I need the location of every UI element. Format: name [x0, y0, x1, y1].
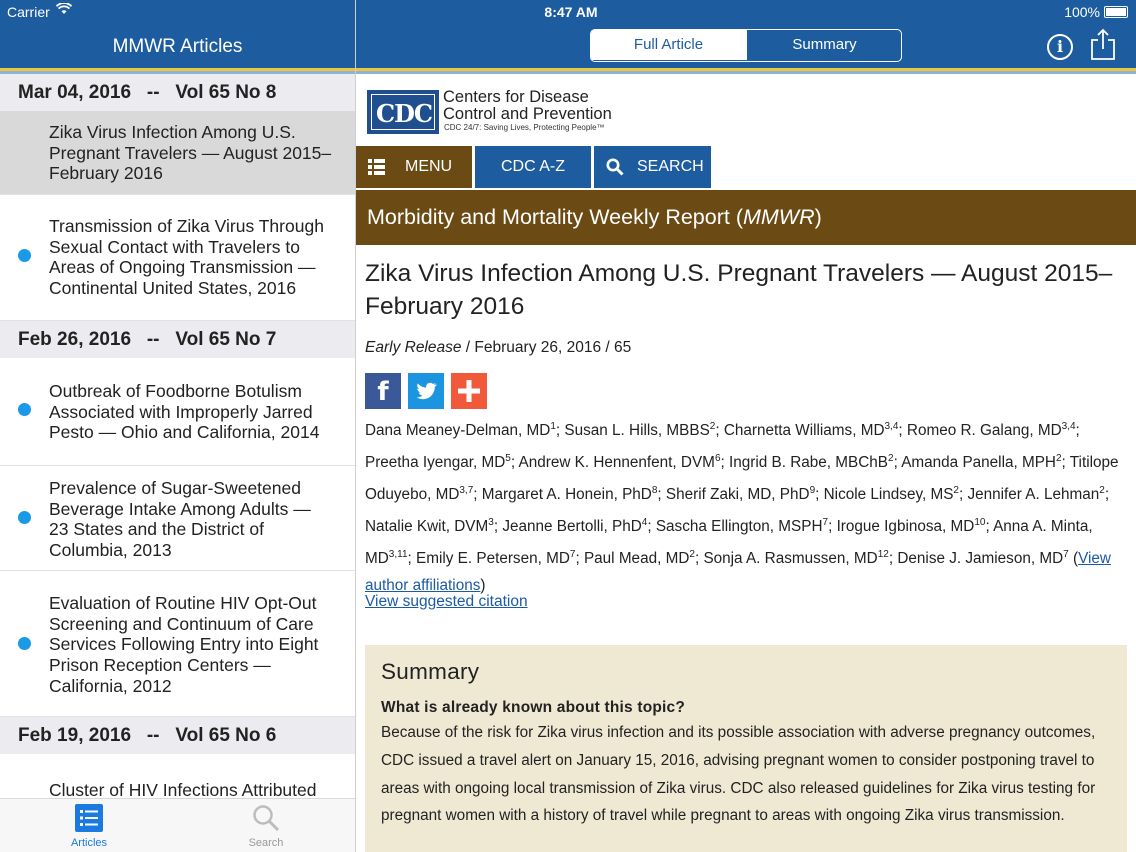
author-separator: ; — [510, 453, 519, 471]
banner-mmwr: MMWR — [742, 205, 815, 229]
hamburger-icon — [368, 159, 385, 175]
author-separator: ; — [694, 549, 704, 567]
article-title-line: Screening and Continuum of Care — [49, 613, 314, 634]
header-stripe — [356, 68, 1136, 74]
author-separator: ; — [958, 485, 968, 503]
author-affiliations-link[interactable]: View author affiliations — [365, 549, 1111, 595]
author-name: Preetha Iyengar, MD — [365, 453, 506, 471]
author-separator: ; — [1075, 422, 1080, 440]
articles-panel — [0, 0, 355, 852]
article-title-line: Columbia, 2013 — [49, 540, 172, 561]
article-title-line: Prison Reception Centers — — [49, 655, 271, 676]
author-name: Anna A. Minta, MD — [365, 517, 1093, 567]
summary-segment[interactable]: Summary — [746, 30, 902, 60]
author-affiliation-number: 8 — [651, 484, 658, 496]
article-title-line: Prevalence of Sugar-Sweetened — [49, 478, 301, 498]
author-affiliation-number: 7 — [1063, 548, 1069, 560]
author — [564, 422, 723, 439]
article-item[interactable] — [0, 111, 355, 195]
author-affiliation-number: 7 — [569, 548, 576, 560]
battery-label: 100% — [1064, 4, 1100, 20]
cdc-logo-frame — [371, 94, 435, 130]
author-affiliation-number: 2 — [1099, 484, 1105, 496]
summary-title: Summary — [381, 659, 480, 684]
mmwr-banner — [356, 190, 1136, 245]
author-separator: ; — [647, 517, 656, 535]
cdc-name — [443, 89, 612, 123]
article-title-line: Cluster of HIV Infections Attributed — [49, 780, 317, 798]
banner-close: ) — [814, 205, 822, 229]
author — [502, 518, 656, 535]
author-affiliation-number: 1 — [550, 421, 556, 432]
author-separator: ; — [575, 549, 584, 567]
article-title-line: Continental United States, 2016 — [49, 278, 297, 299]
article-title-line: Zika Virus Infection Among U.S. — [49, 122, 296, 142]
article-title-line: Pesto — Ohio and California, 2014 — [49, 422, 320, 443]
battery-icon — [1104, 6, 1128, 18]
right-header — [356, 0, 1136, 68]
author-affiliation-number: 3,7 — [459, 484, 474, 496]
article-title-line: Evaluation of Routine HIV Opt-Out — [49, 593, 317, 613]
tab-bar — [0, 798, 355, 852]
twitter-share-button[interactable] — [408, 373, 444, 409]
author-affiliation-number: 5 — [505, 452, 511, 464]
unread-dot — [18, 637, 31, 650]
author-affiliation-number: 3 — [488, 516, 494, 528]
author-separator: ; — [1061, 453, 1070, 471]
author — [365, 422, 564, 439]
search-label: SEARCH — [637, 158, 704, 175]
author-affiliation-number: 12 — [877, 548, 889, 560]
author — [824, 486, 968, 503]
battery-status — [1064, 4, 1128, 20]
carrier-label: Carrier — [7, 4, 50, 20]
author — [897, 550, 1078, 567]
article-title-line: Sexual Contact with Travelers to — [49, 236, 300, 257]
cdc-logo-text: CDC — [375, 99, 432, 128]
tab-search[interactable] — [216, 799, 316, 852]
more-share-button[interactable] — [451, 373, 487, 409]
facebook-icon: f — [377, 377, 389, 407]
release-info — [365, 339, 631, 357]
article-title-line: Pregnant Travelers — August 2015– — [49, 142, 332, 163]
author-name: Margaret A. Honein, PhD — [481, 485, 652, 503]
author-name: Jennifer A. Lehman — [967, 485, 1100, 503]
author-affiliation-number: 10 — [974, 516, 986, 528]
author-name: Amanda Panella, MPH — [901, 453, 1056, 471]
wifi-icon — [56, 3, 72, 18]
author-affiliation-number: 3,11 — [388, 548, 408, 560]
author-separator: ; — [985, 517, 994, 535]
tab-label: Search — [248, 837, 284, 849]
suggested-citation-link[interactable]: View suggested citation — [365, 593, 528, 610]
plus-icon — [458, 380, 480, 402]
summary-question: What is already known about this topic? — [381, 699, 686, 716]
author — [482, 486, 666, 503]
author-separator: ; — [898, 422, 907, 440]
unread-dot — [18, 511, 31, 524]
author-name: Irogue Igbinosa, MD — [836, 517, 975, 535]
author-separator: ; — [815, 485, 824, 503]
author-separator: ; — [473, 485, 482, 503]
author — [837, 518, 994, 535]
facebook-share-button[interactable] — [365, 373, 401, 409]
author-affiliation-number: 4 — [641, 516, 648, 528]
author-name: Sherif Zaki, MD, PhD — [665, 485, 810, 503]
author-separator: ( — [1068, 549, 1079, 567]
article-item[interactable] — [0, 466, 355, 571]
author — [416, 550, 584, 567]
author — [656, 518, 837, 535]
author-name: Romeo R. Galang, MD — [906, 422, 1062, 440]
author-separator: ; — [893, 453, 902, 471]
author-affiliation-number: 3,4 — [1061, 421, 1076, 432]
article-title-line: California, 2012 — [49, 675, 172, 696]
author-name: Ingrid B. Rabe, MBChB — [729, 453, 888, 471]
search-button[interactable] — [594, 146, 711, 188]
author — [729, 454, 901, 471]
panel-title: MMWR Articles — [112, 36, 243, 57]
release-label: Early Release — [365, 339, 462, 356]
author — [967, 486, 1109, 503]
article-list[interactable] — [0, 74, 355, 798]
author-separator: ; — [555, 422, 565, 440]
author-separator: ; — [715, 422, 724, 440]
menu-button[interactable] — [356, 146, 472, 188]
view-segmented-control — [590, 29, 902, 62]
affiliations-close: ) — [480, 577, 486, 595]
author-affiliation-number: 9 — [809, 484, 816, 496]
author — [365, 454, 519, 471]
author-name: Emily E. Petersen, MD — [416, 549, 570, 567]
article-item[interactable] — [0, 571, 355, 717]
author-name: Denise J. Jamieson, MD — [897, 549, 1064, 567]
cdc-logo[interactable] — [367, 90, 439, 134]
search-icon — [606, 158, 624, 176]
author-name: Nicole Lindsey, MS — [823, 485, 954, 503]
tab-articles[interactable] — [39, 799, 139, 852]
article-title-line: Outbreak of Foodborne Botulism — [49, 381, 302, 401]
article-title: Zika Virus Infection Among U.S. Pregnant Travelers — August 2015–February 2016 — [365, 260, 1113, 320]
info-icon[interactable]: i — [1047, 34, 1073, 60]
cdc-name-line: Control and Prevention — [443, 105, 612, 123]
issue-header: Feb 19, 2016 -- Vol 65 No 6 — [0, 717, 355, 754]
author — [901, 454, 1070, 471]
full-article-segment[interactable]: Full Article — [591, 30, 746, 60]
author-name: Susan L. Hills, MBBS — [564, 422, 710, 440]
article-item[interactable] — [0, 358, 355, 466]
author-affiliation-number: 2 — [1055, 452, 1062, 464]
share-icon[interactable] — [1090, 28, 1116, 60]
banner-text: Morbidity and Mortality Weekly Report ( — [367, 205, 743, 229]
author-separator: ; — [657, 485, 666, 503]
author-name: Dana Meaney-Delman, MD — [365, 422, 551, 440]
unread-dot — [18, 249, 31, 262]
author-separator: ; — [720, 453, 729, 471]
author — [584, 550, 703, 567]
left-header — [0, 0, 355, 68]
article-title-line: Transmission of Zika Virus Through — [49, 216, 324, 236]
author-name: Andrew K. Hennenfent, DVM — [518, 453, 715, 471]
summary-answer: Because of the risk for Zika virus infection and its possible association with adverse pregnancy outcomes, CDC issued a travel alert on January 15, 2016, advising pregnant women to consider postponing travel to areas with ongoing local transmission of Zika virus. CDC also released guidelines for Zika virus testing for pregnant women with a history of travel while pregnant to areas with ongoing Zika virus transmission. — [381, 724, 1096, 825]
cdc-a-z-button[interactable]: CDC A-Z — [475, 146, 591, 188]
author-name: Sascha Ellington, MSPH — [655, 517, 823, 535]
author-separator: ; — [888, 549, 898, 567]
article-title-line: Areas of Ongoing Transmission — — [49, 257, 316, 278]
issue-header: Mar 04, 2016 -- Vol 65 No 8 — [0, 74, 355, 111]
twitter-icon — [414, 379, 438, 403]
article-title-line: Beverage Intake Among Adults — — [49, 498, 311, 519]
author-separator: ; — [493, 517, 503, 535]
author-name: Paul Mead, MD — [583, 549, 690, 567]
author-affiliation-number: 7 — [822, 516, 829, 528]
search-icon — [252, 804, 280, 832]
cdc-tagline: CDC 24/7: Saving Lives, Protecting People™ — [444, 123, 605, 132]
author-name: Sonja A. Rasmussen, MD — [703, 549, 878, 567]
author-affiliation-number: 3,4 — [884, 421, 899, 432]
author-separator: ; — [828, 517, 837, 535]
tab-label: Articles — [70, 837, 108, 849]
article-item[interactable] — [0, 195, 355, 321]
list-icon — [75, 804, 103, 832]
article-title-line: February 2016 — [49, 163, 163, 184]
article-item[interactable] — [0, 754, 355, 798]
author-affiliation-number: 2 — [953, 484, 959, 496]
summary-box — [365, 645, 1127, 852]
article-title-line: Associated with Improperly Jarred — [49, 401, 313, 422]
author-name: Titilope Oduyebo, MD — [365, 453, 1119, 503]
author-affiliation-number: 2 — [689, 548, 695, 560]
article-title-line: 23 States and the District of — [49, 519, 264, 540]
cdc-name-line: Centers for Disease — [443, 88, 589, 106]
issue-header: Feb 26, 2016 -- Vol 65 No 7 — [0, 321, 355, 358]
article-panel — [356, 0, 1136, 852]
menu-label: MENU — [405, 158, 453, 175]
unread-dot — [18, 403, 31, 416]
author — [703, 550, 897, 567]
author-separator: ; — [407, 549, 417, 567]
author-affiliation-number: 2 — [888, 452, 894, 464]
author — [365, 518, 502, 535]
author-separator: ; — [1104, 485, 1110, 503]
author — [666, 486, 824, 503]
release-date: / February 26, 2016 / 65 — [461, 339, 632, 356]
author-name: Jeanne Bertolli, PhD — [502, 517, 642, 535]
author — [724, 422, 907, 439]
author — [907, 422, 1080, 439]
author-affiliation-number: 2 — [709, 421, 716, 432]
status-time: 8:47 AM — [544, 4, 598, 20]
author-affiliation-number: 6 — [714, 452, 721, 464]
article-title-line: Services Following Entry into Eight — [49, 634, 319, 655]
author-name: Natalie Kwit, DVM — [365, 517, 489, 535]
author — [519, 454, 729, 471]
author-list — [365, 413, 1125, 600]
author-name: Charnetta Williams, MD — [723, 422, 885, 440]
